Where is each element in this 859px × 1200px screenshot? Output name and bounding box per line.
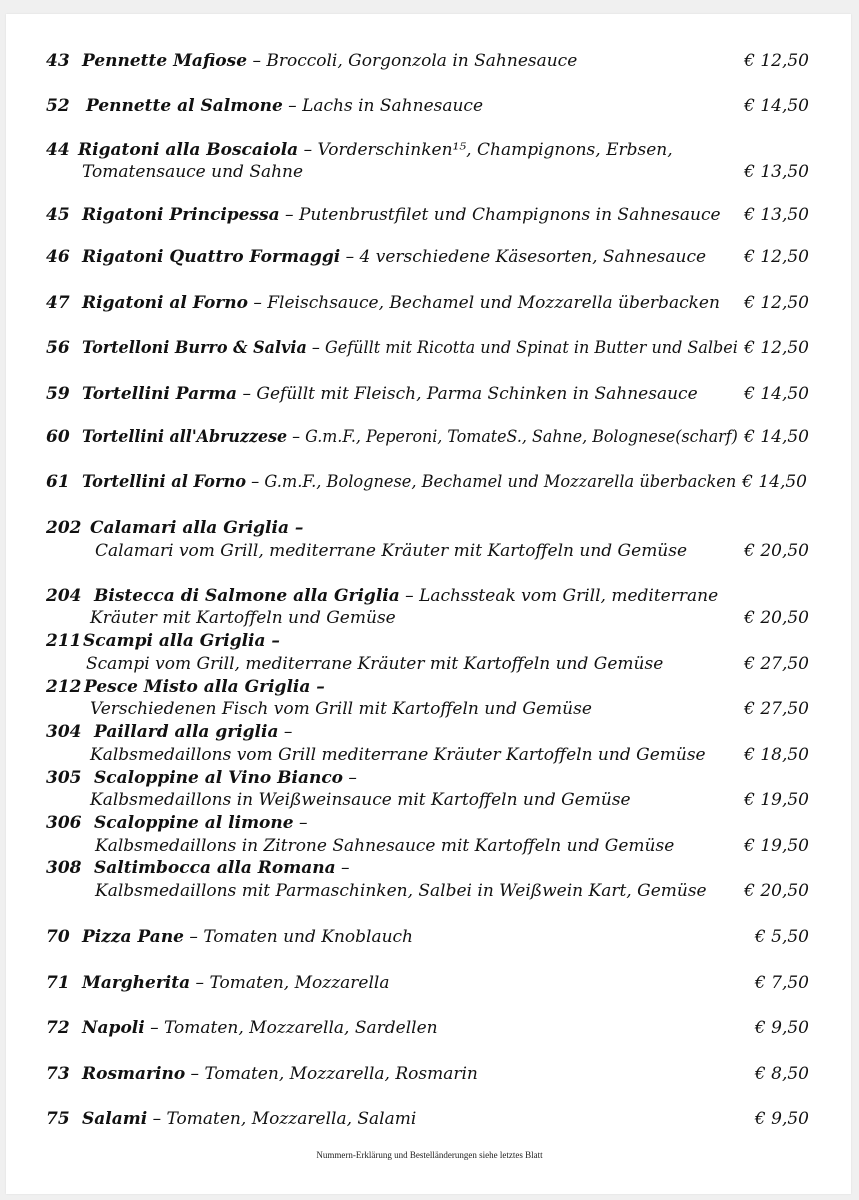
item-separator: – [184,927,204,947]
item-price: € 14,50 [742,472,807,492]
item-description: Gefüllt mit Ricotta und Spinat in Butter und Salbei [324,338,738,358]
item-number: 204 [46,586,82,606]
item-price: € 13,50 [744,205,809,225]
item-price: € 18,50 [744,745,809,765]
item-text [82,1106,416,1132]
item-separator: – [144,1018,165,1038]
item-number: 211 [46,631,82,651]
item-number: 75 [46,1109,70,1129]
item-name: Pesce Misto alla Griglia – [84,677,325,697]
menu-item [0,424,859,450]
item-description: Vorderschinken¹⁵, Champignons, Erbsen, [317,140,673,160]
item-description-line2: Calamari vom Grill, mediterrane Kräuter mit Kartoffeln und Gemüse [95,541,688,561]
item-number: 202 [46,518,82,538]
item-separator: – [247,51,267,71]
item-description: Putenbrustfilet und Champignons in Sahnesauce [298,205,721,225]
item-text [82,48,577,74]
item-number: 61 [46,472,70,492]
item-price: € 8,50 [754,1064,809,1084]
item-separator: – [278,722,293,742]
item-name: Pizza Pane [82,927,184,947]
item-separator: – [335,858,350,878]
menu-item [0,93,859,119]
item-price: € 12,50 [744,338,809,358]
item-separator: – [185,1064,205,1084]
item-price: € 20,50 [744,881,809,901]
menu-item [0,924,859,950]
item-price: € 9,50 [754,1109,809,1129]
item-number: 43 [46,51,70,71]
item-price: € 27,50 [744,654,809,674]
item-description: G.m.F., Peperoni, TomateS., Sahne, Bolognese(scharf) [305,427,738,447]
item-description: G.m.F., Bolognese, Bechamel und Mozzarella überbacken [264,472,737,492]
menu-item [0,335,859,361]
item-number: 52 [46,96,70,116]
item-number: 45 [46,205,70,225]
item-number: 71 [46,973,70,993]
item-name: Rigatoni al Forno [82,293,248,313]
menu-item [0,381,859,407]
item-name: Tortellini al Forno [82,472,247,492]
menu-item-continued [0,538,859,564]
item-name: Pennette al Salmone [86,96,283,116]
item-description: Broccoli, Gorgonzola in Sahnesauce [266,51,578,71]
item-price: € 14,50 [744,96,809,116]
item-separator: – [340,247,360,267]
item-number: 60 [46,427,70,447]
item-text [82,469,736,495]
item-number: 306 [46,813,82,833]
menu-item [0,244,859,270]
item-number: 47 [46,293,70,313]
item-text [82,290,720,316]
item-separator: – [343,768,357,788]
item-description: Gefüllt mit Fleisch, Parma Schinken in Sahnesauce [256,384,698,404]
menu-item [0,469,859,495]
item-description: 4 verschiedene Käsesorten, Sahnesauce [359,247,707,267]
item-description-line2: Kalbsmedaillons in Weißweinsauce mit Kartoffeln und Gemüse [90,790,631,810]
item-price: € 5,50 [754,927,809,947]
item-number: 46 [46,247,70,267]
item-separator: – [298,140,318,160]
item-description-line2: Scampi vom Grill, mediterrane Kräuter mit Kartoffeln und Gemüse [86,654,664,674]
menu-item [0,1015,859,1041]
item-text [82,381,698,407]
item-separator: – [247,293,268,313]
item-name: Rigatoni alla Boscaiola [78,140,299,160]
item-name: Bistecca di Salmone alla Griglia [94,586,400,606]
menu-item-continued [0,159,859,185]
item-name: Rosmarino [82,1064,186,1084]
item-separator: – [279,205,299,225]
item-number: 44 [46,140,70,160]
item-price: € 19,50 [744,790,809,810]
item-name: Calamari alla Griglia – [90,518,304,538]
item-number: 308 [46,858,82,878]
item-number: 72 [46,1018,70,1038]
item-description: Lachs in Sahnesauce [302,96,484,116]
item-name: Napoli [82,1018,145,1038]
item-text [82,244,706,270]
item-text [82,202,721,228]
item-name: Saltimbocca alla Romana [94,858,336,878]
item-separator: – [246,472,265,492]
item-description-line2: Kalbsmedaillons vom Grill mediterrane Kräuter Kartoffeln und Gemüse [90,745,706,765]
menu-item-continued [0,878,859,904]
item-separator: – [282,96,303,116]
item-description-line2: Kalbsmedaillons mit Parmaschinken, Salbei in Weißwein Kart, Gemüse [95,881,707,901]
item-separator: – [190,973,210,993]
item-separator: – [306,338,325,358]
item-price: € 12,50 [744,293,809,313]
menu-item [0,1061,859,1087]
item-separator: – [399,586,420,606]
item-number: 56 [46,338,70,358]
item-name: Scaloppine al Vino Bianco [94,768,344,788]
item-price: € 12,50 [744,51,809,71]
item-name: Tortelloni Burro & Salvia [82,338,307,358]
item-text [86,93,483,119]
item-description: Tomaten, Mozzarella, Salami [166,1109,417,1129]
item-name: Rigatoni Principessa [82,205,280,225]
item-separator: – [147,1109,167,1129]
item-text [82,1061,478,1087]
item-description-line2: Kalbsmedaillons in Zitrone Sahnesauce mit Kartoffeln und Gemüse [95,836,675,856]
page-footer-note: Nummern-Erklärung und Bestelländerungen siehe letztes Blatt [316,1150,543,1160]
item-price: € 7,50 [754,973,809,993]
item-name: Margherita [82,973,191,993]
item-price: € 19,50 [744,836,809,856]
item-name: Scaloppine al limone [94,813,294,833]
item-price: € 14,50 [744,384,809,404]
item-price: € 20,50 [744,541,809,561]
item-separator: – [237,384,257,404]
item-price: € 27,50 [744,699,809,719]
item-name: Paillard alla griglia [94,722,279,742]
menu-item [0,202,859,228]
item-description-line2: Tomatensauce und Sahne [82,162,304,182]
item-number: 70 [46,927,70,947]
item-price: € 12,50 [744,247,809,267]
menu-item [0,970,859,996]
item-number: 212 [46,677,82,697]
item-text [82,970,390,996]
item-text [82,335,738,361]
item-separator: – [287,427,306,447]
item-name: Rigatoni Quattro Formaggi [82,247,341,267]
item-description-line2: Kräuter mit Kartoffeln und Gemüse [90,608,396,628]
item-number: 305 [46,768,82,788]
item-separator: – [293,813,308,833]
item-price: € 20,50 [744,608,809,628]
item-text [82,1015,438,1041]
item-description: Fleischsauce, Bechamel und Mozzarella überbacken [267,293,720,313]
menu-item [0,1106,859,1132]
menu-item [0,290,859,316]
item-price: € 9,50 [754,1018,809,1038]
item-description: Tomaten, Mozzarella, Sardellen [164,1018,438,1038]
item-description: Tomaten, Mozzarella [209,973,390,993]
item-text [82,424,738,450]
item-description: Tomaten und Knoblauch [203,927,414,947]
menu-item [0,48,859,74]
item-price: € 14,50 [744,427,809,447]
item-text [82,924,413,950]
item-name: Tortellini all'Abruzzese [82,427,288,447]
item-name: Tortellini Parma [82,384,238,404]
item-number: 73 [46,1064,70,1084]
item-name: Pennette Mafiose [82,51,248,71]
item-number: 59 [46,384,70,404]
item-name: Scampi alla Griglia – [83,631,280,651]
item-description: Tomaten, Mozzarella, Rosmarin [204,1064,478,1084]
item-price: € 13,50 [744,162,809,182]
item-name: Salami [82,1109,148,1129]
item-description: Lachssteak vom Grill, mediterrane [419,586,719,606]
item-number: 304 [46,722,82,742]
item-description-line2: Verschiedenen Fisch vom Grill mit Kartoffeln und Gemüse [90,699,592,719]
